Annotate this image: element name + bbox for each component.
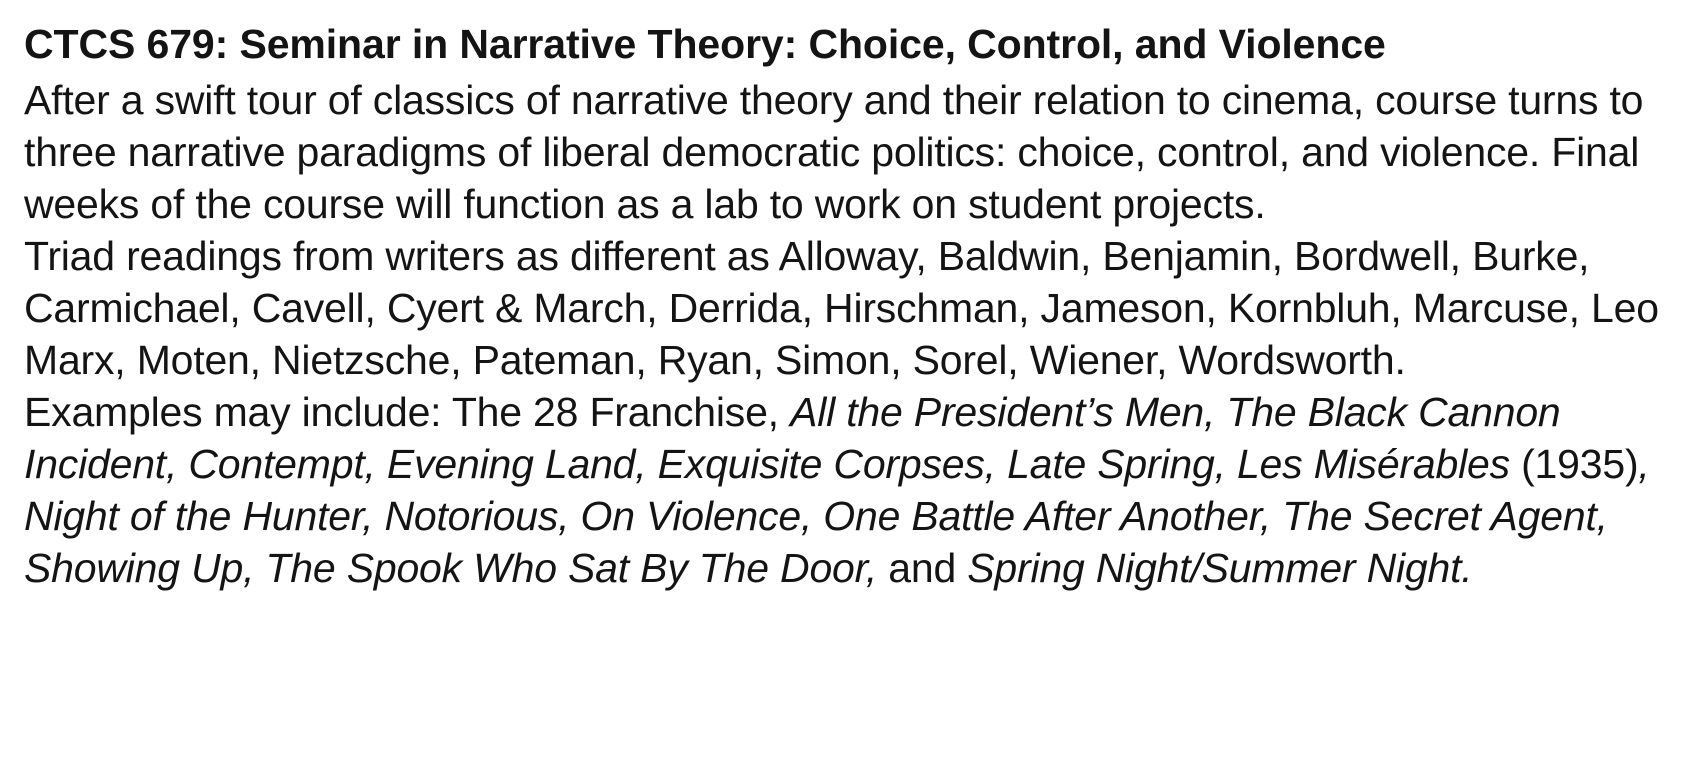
course-listing <box>24 14 1694 594</box>
examples-titles-italic-3: Spring Night/Summer Night. <box>967 545 1473 591</box>
course-description: After a swift tour of classics of narrative theory and their relation to cinema, course turns to three narrative paradigms of liberal democratic politics: choice, control, and violence. Final weeks of the course will function as a lab to work on student projects. <box>24 77 1644 227</box>
examples-intro: Examples may include: The 28 Franchise, <box>24 389 791 435</box>
examples-year: (1935) <box>1509 441 1639 487</box>
examples-conjunction: and <box>877 545 968 591</box>
course-examples <box>24 386 1704 594</box>
examples-titles-italic-2: , Night of the Hunter, Notorious, On Violence, One Battle After Another, The Secret Agent, Showing Up, The Spook Who Sat By The Door, <box>24 441 1650 591</box>
examples-titles-italic-1: All the President’s Men, The Black Cannon Incident, Contempt, Evening Land, Exquisite Corpses, Late Spring, Les Misérables <box>24 389 1561 487</box>
course-readings: Triad readings from writers as different as Alloway, Baldwin, Benjamin, Bordwell, Burke, Carmichael, Cavell, Cyert & March, Derrida, Hirschman, Jameson, Kornbluh, Marcuse, Leo Marx, Moten, Nietzsche, Pateman, Ryan, Simon, Sorel, Wiener, Wordsworth. <box>24 233 1659 383</box>
course-title: CTCS 679: Seminar in Narrative Theory: Choice, Control, and Violence <box>24 21 1386 67</box>
